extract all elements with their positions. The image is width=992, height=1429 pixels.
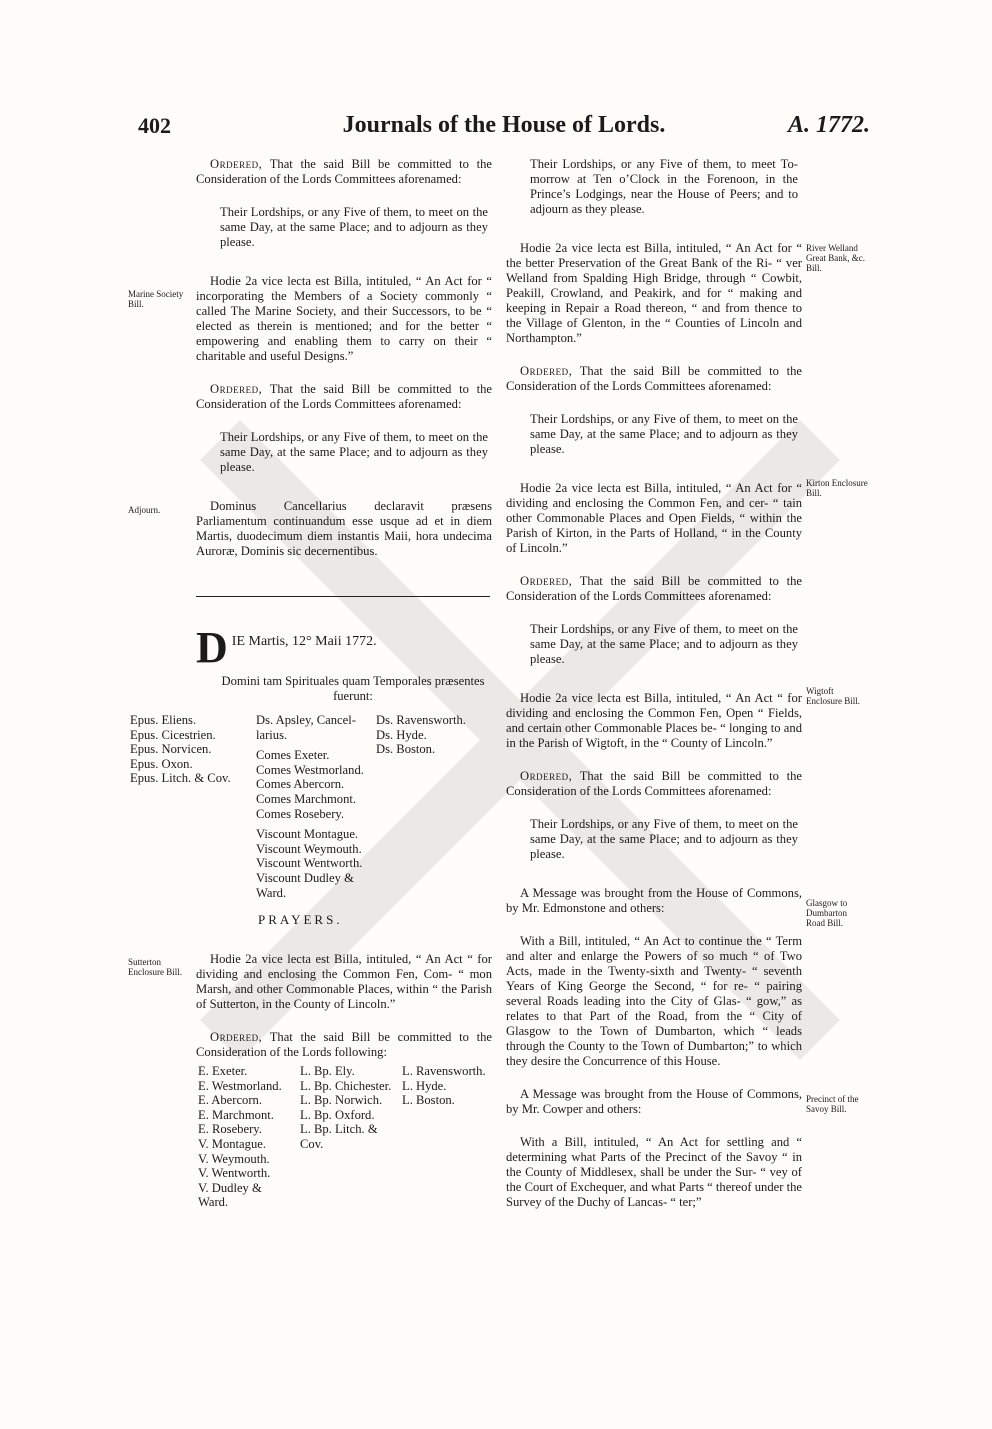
ordered-paragraph: Ordered, That the said Bill be committed to the Consideration of the Lords Committees aforenamed:	[506, 364, 802, 393]
list-item: V. Dudley &	[198, 1180, 262, 1195]
sutterton-bill-text: Hodie 2a vice lecta est Billa, intituled, “ An Act “ for dividing and enclosing the Common Fen, Com- “ mon Marsh, and other Commonable Places, within “ the Parish of Sutterton, in the County of Lincoln.”	[196, 952, 492, 1011]
ordered-paragraph: Ordered, That the said Bill be committed to the Consideration of the Lords Committees aforenamed:	[506, 769, 802, 798]
kirton-bill-text: Hodie 2a vice lecta est Billa, intituled, “ An Act for “ dividing and enclosing the Common Fen, and cer- “ tain other Commonable Places and Open Fields, “ within the Parish of Kirton, in the Parts of Holland, “ in the County of Lincoln.”	[506, 481, 802, 555]
list-item: larius.	[256, 727, 288, 742]
meeting-condition: Their Lordships, or any Five of them, to meet on the same Day, at the same Place; and to adjourn as they please.	[530, 412, 798, 456]
list-item: Ds. Apsley, Cancel-	[256, 713, 356, 727]
right-column	[506, 157, 802, 1228]
meeting-condition: Their Lordships, or any Five of them, to meet on the same Day, at the same Place; and to adjourn as they please.	[530, 817, 798, 861]
list-item: Viscount Wentworth.	[256, 856, 363, 871]
list-item: E. Westmorland.	[198, 1078, 282, 1093]
meeting-condition: Their Lordships, or any Five of them, to meet on the same Day, at the same Place; and to adjourn as they please.	[220, 205, 488, 249]
list-item: Comes Rosebery.	[256, 806, 345, 821]
list-item: Epus. Eliens.	[130, 713, 197, 727]
list-item: L. Bp. Norwich.	[300, 1093, 383, 1108]
list-item: Viscount Weymouth.	[256, 841, 362, 856]
list-item: Epus. Litch. & Cov.	[130, 771, 231, 786]
meeting-condition: Their Lordships, or any Five of them, to meet on the same Day, at the same Place; and to adjourn as they please.	[220, 430, 488, 474]
list-item: Cov.	[300, 1136, 324, 1151]
sitting-heading	[196, 628, 490, 704]
list-item: E. Marchmont.	[198, 1107, 274, 1122]
ordered-paragraph: Ordered, That the said Bill be committed to the Consideration of the Lords Committees aforenamed:	[196, 157, 492, 186]
list-item: L. Ravensworth.	[402, 1064, 486, 1078]
sutterton-block	[196, 952, 492, 1078]
prayers-heading: PRAYERS.	[258, 912, 343, 927]
list-item: E. Rosebery.	[198, 1122, 262, 1137]
margin-note-wigtoft: Wigtoft Enclosure Bill.	[806, 686, 860, 706]
list-item: Ds. Hyde.	[376, 727, 427, 742]
committee-earls	[198, 1064, 282, 1210]
meeting-condition-tomorrow: Their Lordships, or any Five of them, to meet To-morrow at Ten o’Clock in the Forenoon, in the Prince’s Lodgings, near the House of Peers; and to adjourn as they please.	[530, 157, 798, 216]
marine-society-bill-text: Hodie 2a vice lecta est Billa, intituled, “ An Act for “ incorporating the Members of a Society commonly “ called The Marine Society, and their Successors, to be “ elected as therein is mentioned; and for the better “ empowering and enabling them to carry on their “ charitable and useful Designs.”	[196, 274, 492, 363]
list-item: Comes Exeter.	[256, 748, 330, 763]
section-divider	[196, 596, 490, 597]
list-item: Epus. Oxon.	[130, 756, 193, 771]
list-item: Epus. Cicestrien.	[130, 727, 216, 742]
left-column	[196, 157, 492, 577]
committee-lords	[402, 1064, 486, 1108]
list-item: Viscount Montague.	[256, 827, 359, 842]
margin-note-kirton: Kirton Enclosure Bill.	[806, 478, 868, 498]
margin-note-savoy: Precinct of the Savoy Bill.	[806, 1094, 859, 1114]
list-item: Comes Abercorn.	[256, 777, 345, 792]
wigtoft-bill-text: Hodie 2a vice lecta est Billa, intituled, “ An Act “ for dividing and enclosing the Common Fen, Open “ Fields, and certain other Commonable Places be- “ longing to and in the Parish of Wigtoft, in the “ County of Lincoln.”	[506, 691, 802, 750]
attendance-barons	[376, 713, 466, 757]
list-item: Viscount Dudley &	[256, 870, 354, 885]
list-item: Ds. Boston.	[376, 742, 436, 757]
list-item: Ds. Ravensworth.	[376, 713, 466, 727]
page-number: 402	[138, 113, 171, 138]
page-year: A. 1772.	[787, 112, 870, 138]
savoy-bill-text: With a Bill, intituled, “ An Act for settling and “ determining what Parts of the Precinct of the Savoy “ in the County of Middlesex, shall be under the Sur- “ vey of the Court of Exchequer, and what Parts “ thereof under the Survey of the Duchy of Lancas- “ ter;”	[506, 1135, 802, 1209]
drop-cap: D	[196, 628, 228, 668]
meeting-condition: Their Lordships, or any Five of them, to meet on the same Day, at the same Place; and to adjourn as they please.	[530, 622, 798, 666]
page-header	[138, 112, 870, 154]
list-item: Comes Marchmont.	[256, 791, 357, 806]
margin-note-marine: Marine Society Bill.	[128, 289, 184, 309]
list-item: Ward.	[198, 1195, 229, 1210]
margin-note-adjourn: Adjourn.	[128, 505, 161, 515]
page-title: Journals of the House of Lords.	[342, 112, 666, 138]
glasgow-message: A Message was brought from the House of Commons, by Mr. Edmonstone and others:	[506, 886, 802, 915]
list-item: E. Exeter.	[198, 1064, 248, 1078]
list-item: L. Hyde.	[402, 1078, 447, 1093]
list-item: L. Bp. Oxford.	[300, 1107, 375, 1122]
list-item: V. Weymouth.	[198, 1151, 270, 1166]
margin-note-glasgow: Glasgow to Dumbarton Road Bill.	[806, 898, 848, 928]
list-item: Epus. Norvicen.	[130, 742, 212, 757]
adjourn-text: Dominus Cancellarius declaravit præsens Parliamentum continuandum esse usque ad et in diem Martis, duodecimum diem instantis Maii, hora undecima Auroræ, Dominis sic decernentibus.	[196, 499, 492, 558]
list-item: E. Abercorn.	[198, 1093, 262, 1108]
sitting-date: IE Martis, 12° Maii 1772.	[231, 634, 377, 649]
margin-note-welland: River Welland Great Bank, &c. Bill.	[806, 243, 865, 273]
list-item: L. Bp. Chichester.	[300, 1078, 392, 1093]
margin-note-sutterton: Sutterton Enclosure Bill.	[128, 957, 182, 977]
glasgow-bill-text: With a Bill, intituled, “ An Act to continue the “ Term and alter and enlarge the Powers of so much “ of Two Acts, made in the Twenty-sixth and Twenty- “ seventh Years of King George the Second, “ for re- “ pairing several Roads leading into the City of Glas- “ gow,” as relates to that Part of the Road, from the “ City of Glasgow to the Town of Dumbarton, which “ leads through the County to the Town of Dumbarton;” to which they desire the Concurrence of this House.	[506, 934, 802, 1068]
ordered-paragraph: Ordered, That the said Bill be committed to the Consideration of the Lords Committees aforenamed:	[196, 382, 492, 411]
list-item: Comes Westmorland.	[256, 762, 364, 777]
ordered-paragraph: Ordered, That the said Bill be committed to the Consideration of the Lords Committees aforenamed:	[506, 574, 802, 603]
domini-line: Domini tam Spirituales quam Temporales præsentes fuerunt:	[221, 674, 485, 703]
list-item: L. Bp. Litch. &	[300, 1122, 378, 1137]
list-item: V. Wentworth.	[198, 1166, 271, 1181]
attendance-bishops	[130, 713, 231, 786]
attendance-peers	[256, 713, 364, 900]
savoy-message: A Message was brought from the House of Commons, by Mr. Cowper and others:	[506, 1087, 802, 1116]
list-item: L. Bp. Ely.	[300, 1064, 355, 1078]
ordered-paragraph: Ordered, That the said Bill be committed to the Consideration of the Lords following:	[196, 1030, 492, 1059]
list-item: V. Montague.	[198, 1136, 266, 1151]
list-item: L. Boston.	[402, 1093, 455, 1108]
welland-bill-text: Hodie 2a vice lecta est Billa, intituled, “ An Act for “ the better Preservation of the Great Bank of the Ri- “ ver Welland from Spalding High Bridge, through “ Cowbit, Peakill, Crowland, and Peakirk, and for “ making and keeping in Repair a Road thereon, “ and from thence to the Village of Glenton, in the “ Counties of Lincoln and Northampton.”	[506, 241, 802, 345]
list-item: Ward.	[256, 885, 287, 900]
committee-bishops	[300, 1064, 391, 1152]
